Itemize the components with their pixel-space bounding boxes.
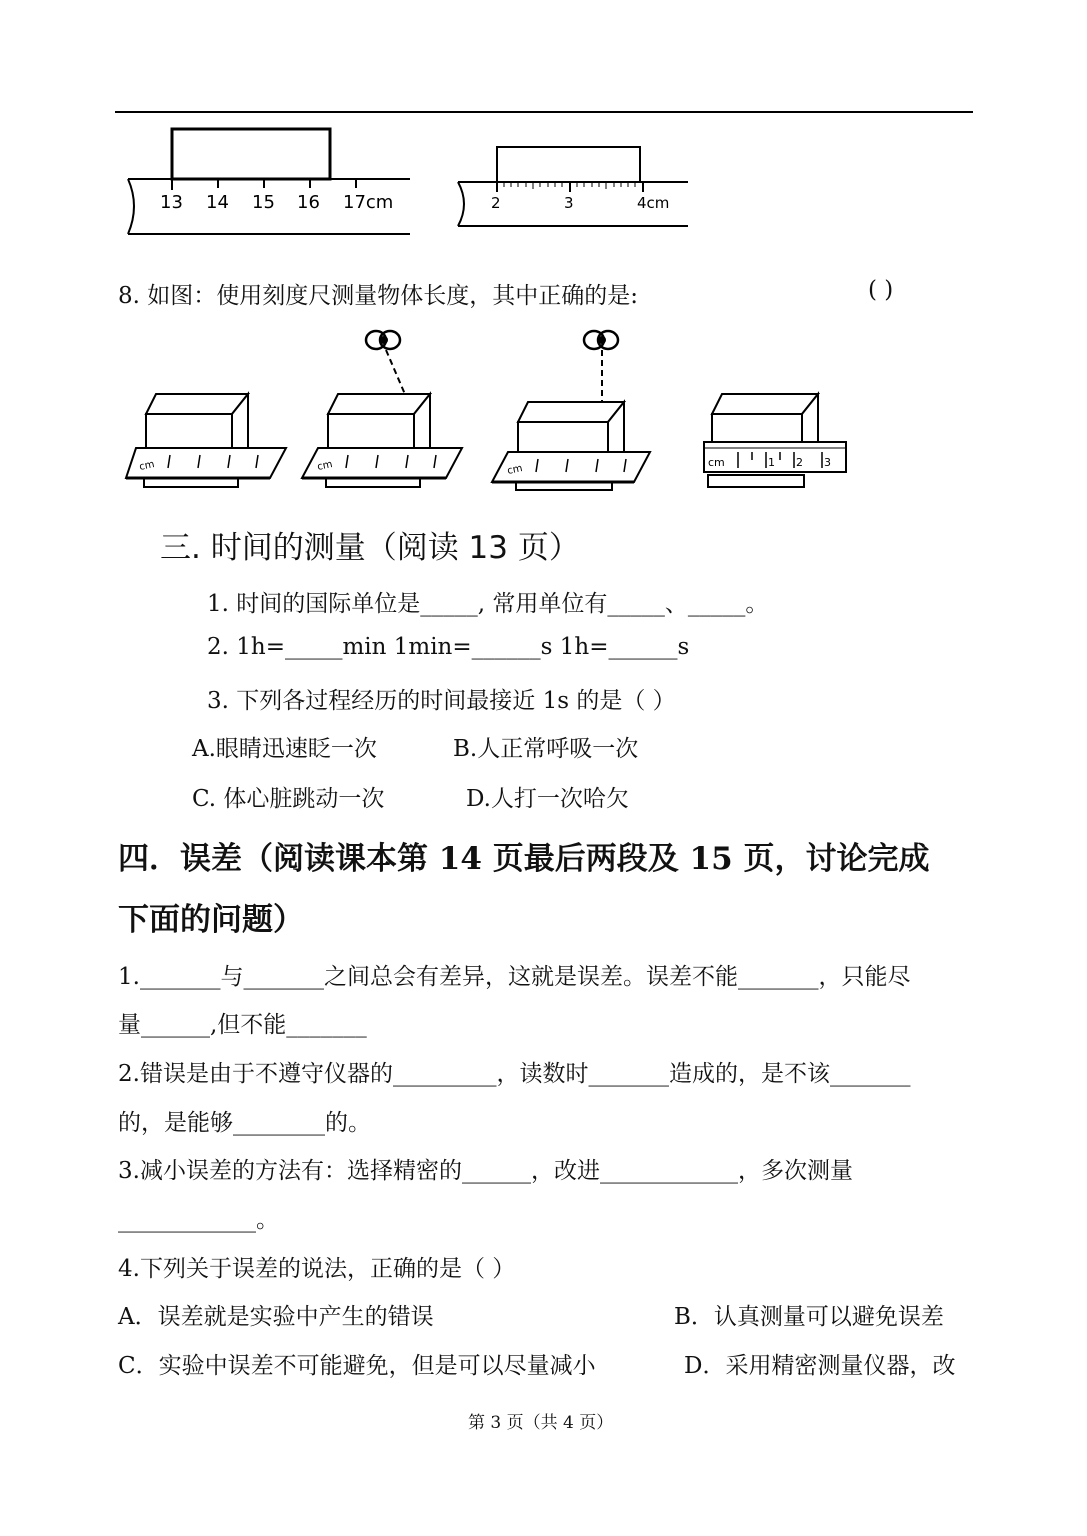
section-4-line-7: 4.下列关于误差的说法，正确的是（ ）: [118, 1256, 516, 1282]
section-4-heading-line-2: 下面的问题）: [118, 902, 304, 938]
tick-label: 3: [564, 194, 574, 212]
section-4-option-d: D．采用精密测量仪器，改: [684, 1353, 956, 1379]
ruler-unit: cm: [708, 456, 725, 469]
ruler-digit: 2: [796, 456, 803, 469]
section-4-line-1: 1._______与_______之间总会有差异，这就是误差。误差不能_______，只能尽: [118, 964, 911, 990]
tick-label: 2: [491, 194, 501, 212]
figure-q8-c: [492, 331, 650, 490]
question-8-answer-bracket: ( ): [868, 277, 894, 303]
figure-q8-a: [126, 394, 286, 487]
tick-label: 16: [297, 192, 320, 213]
figure-q8: [120, 320, 860, 500]
tick-label: 14: [206, 192, 229, 213]
section-3-heading: 三. 时间的测量（阅读 13 页）: [160, 530, 580, 566]
tick-label: 17cm: [343, 192, 394, 213]
question-8: 8. 如图：使用刻度尺测量物体长度，其中正确的是:: [118, 283, 639, 309]
section-4-line-3: 2.错误是由于不遵守仪器的_________，读数时_______造成的，是不该_______: [118, 1061, 911, 1087]
measured-block-right: [497, 147, 640, 182]
page-footer: 第 3 页（共 4 页）: [468, 1413, 614, 1433]
section-4-line-6: ____________。: [118, 1207, 279, 1233]
tick-label: 13: [160, 192, 183, 213]
figure-q8-d: [704, 394, 846, 487]
ruler-digit: 1: [768, 456, 775, 469]
section-3-option-b: B.人正常呼吸一次: [453, 736, 639, 762]
section-3-line-3: 3. 下列各过程经历的时间最接近 1s 的是（ ）: [207, 688, 676, 714]
ruler-unit: cm: [138, 459, 156, 473]
ruler-unit: cm: [506, 463, 524, 477]
top-rule: [115, 111, 973, 113]
ruler-unit: cm: [316, 459, 334, 473]
section-3-line-1: 1. 时间的国际单位是_____, 常用单位有_____、_____。: [207, 591, 769, 617]
section-4-line-2: 量______,但不能_______: [118, 1012, 367, 1038]
section-3-option-d: D.人打一次哈欠: [466, 786, 629, 812]
tick-label: 4cm: [637, 194, 670, 212]
section-4-heading-line-1: 四．误差（阅读课本第 14 页最后两段及 15 页，讨论完成: [118, 841, 930, 877]
ruler-right: [458, 147, 688, 226]
section-4-option-a: A．误差就是实验中产生的错误: [118, 1304, 434, 1330]
section-3-option-c: C. 体心脏跳动一次: [192, 786, 385, 812]
measured-block-left: [172, 129, 330, 179]
ruler-digit: 3: [824, 456, 831, 469]
section-3-line-2: 2. 1h=_____min 1min=______s 1h=______s: [207, 634, 690, 660]
section-4-option-b: B．认真测量可以避免误差: [674, 1304, 944, 1330]
section-4-line-4: 的，是能够________的。: [118, 1110, 371, 1136]
section-3-option-a: A.眼睛迅速眨一次: [192, 736, 377, 762]
figure-q8-b: [302, 331, 462, 487]
ruler-left: [128, 129, 410, 234]
tick-label: 15: [252, 192, 275, 213]
section-4-line-5: 3.减小误差的方法有：选择精密的______，改进____________，多次测量: [118, 1158, 853, 1184]
ruler-figures-top: [120, 122, 700, 242]
section-4-option-c: C．实验中误差不可能避免，但是可以尽量减小: [118, 1353, 596, 1379]
